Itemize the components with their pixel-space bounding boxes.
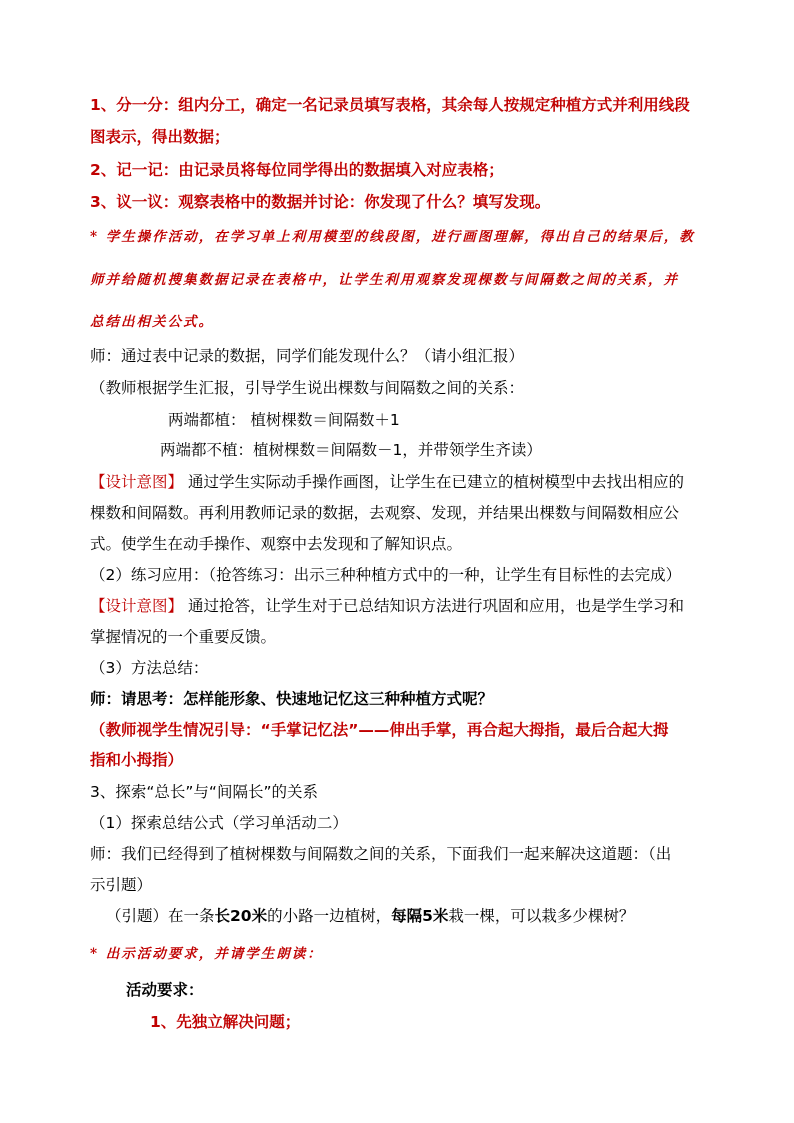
activity-note-line1: * 学生操作活动，在学习单上利用模型的线段图，进行画图理解，得出自己的结果后，教 [90,229,695,245]
activity-requirement-note: * 出示活动要求，并请学生朗读： [90,946,323,962]
step-3: 3、议一议：观察表格中的数据并讨论：你发现了什么？填写发现。 [90,193,551,211]
example-part: （引题）在一条 [106,907,215,925]
palm-method-line1: （教师视学生情况引导：“手掌记忆法”——伸出手掌，再合起大拇指，最后合起大拇 [90,721,669,739]
practice-application: （2）练习应用：（抢答练习：出示三种种植方式中的一种，让学生有目标性的去完成） [90,566,682,584]
example-problem [106,906,731,926]
design-intent-2-line1 [90,596,715,616]
step-1-line1: 1、分一分：组内分工，确定一名记录员填写表格，其余每人按规定种植方式并利用线段 [90,96,690,114]
teacher-intro-line2: 示引题） [90,876,153,894]
section-3-heading: 3、探索“总长”与“间隔长”的关系 [90,783,318,801]
design-intent-1-text: 通过学生实际动手操作画图，让学生在已建立的植树模型中去找出相应的 [183,473,684,491]
activity-note-line2: 师并给随机搜集数据记录在表格中，让学生利用观察发现棵数与间隔数之间的关系，并 [90,272,679,288]
step-1-line2: 图表示，得出数据； [90,128,230,146]
example-length: 长20米 [214,907,268,925]
step-2: 2、记一记：由记录员将每位同学得出的数据填入对应表格； [90,161,504,179]
example-part: 的小路一边植树， [267,907,392,925]
design-intent-2-line2: 掌握情况的一个重要反馈。 [90,628,277,646]
example-part: 栽一棵，可以栽多少棵树？ [448,907,635,925]
design-intent-2-text: 通过抢答，让学生对于已总结知识方法进行巩固和应用，也是学生学习和 [183,597,684,615]
design-intent-label: 【设计意图】 [90,473,184,491]
activity-requirements-heading: 活动要求： [126,981,204,999]
design-intent-1-line1 [90,472,715,492]
formula-both-ends: 两端都植： 植树棵数＝间隔数＋1 [168,411,400,429]
palm-method-line2: 指和小拇指） [90,751,184,769]
teacher-question: 师：通过表中记录的数据，同学们能发现什么？（请小组汇报） [90,347,525,365]
activity-note-line3: 总结出相关公式。 [90,314,214,330]
teacher-guidance: （教师根据学生汇报，引导学生说出棵数与间隔数之间的关系： [90,379,525,397]
design-intent-1-line2: 棵数和间隔数。再利用教师记录的数据，去观察、发现，并结果出棵数与间隔数相应公 [90,504,680,522]
explore-formula: （1）探索总结公式（学习单活动二） [90,814,348,832]
teacher-intro-line1: 师：我们已经得到了植树棵数与间隔数之间的关系，下面我们一起来解决这道题：（出 [90,845,672,863]
requirement-1: 1、先独立解决问题； [150,1013,301,1031]
formula-neither-end: 两端都不植：植树棵数＝间隔数－1，并带领学生齐读） [160,441,542,459]
method-summary: （3）方法总结： [90,659,209,677]
design-intent-label: 【设计意图】 [90,597,184,615]
design-intent-1-line3: 式。使学生在动手操作、观察中去发现和了解知识点。 [90,535,463,553]
example-interval: 每隔5米 [391,907,449,925]
think-question: 师：请思考：怎样能形象、快速地记忆这三种种植方式呢？ [90,690,494,708]
